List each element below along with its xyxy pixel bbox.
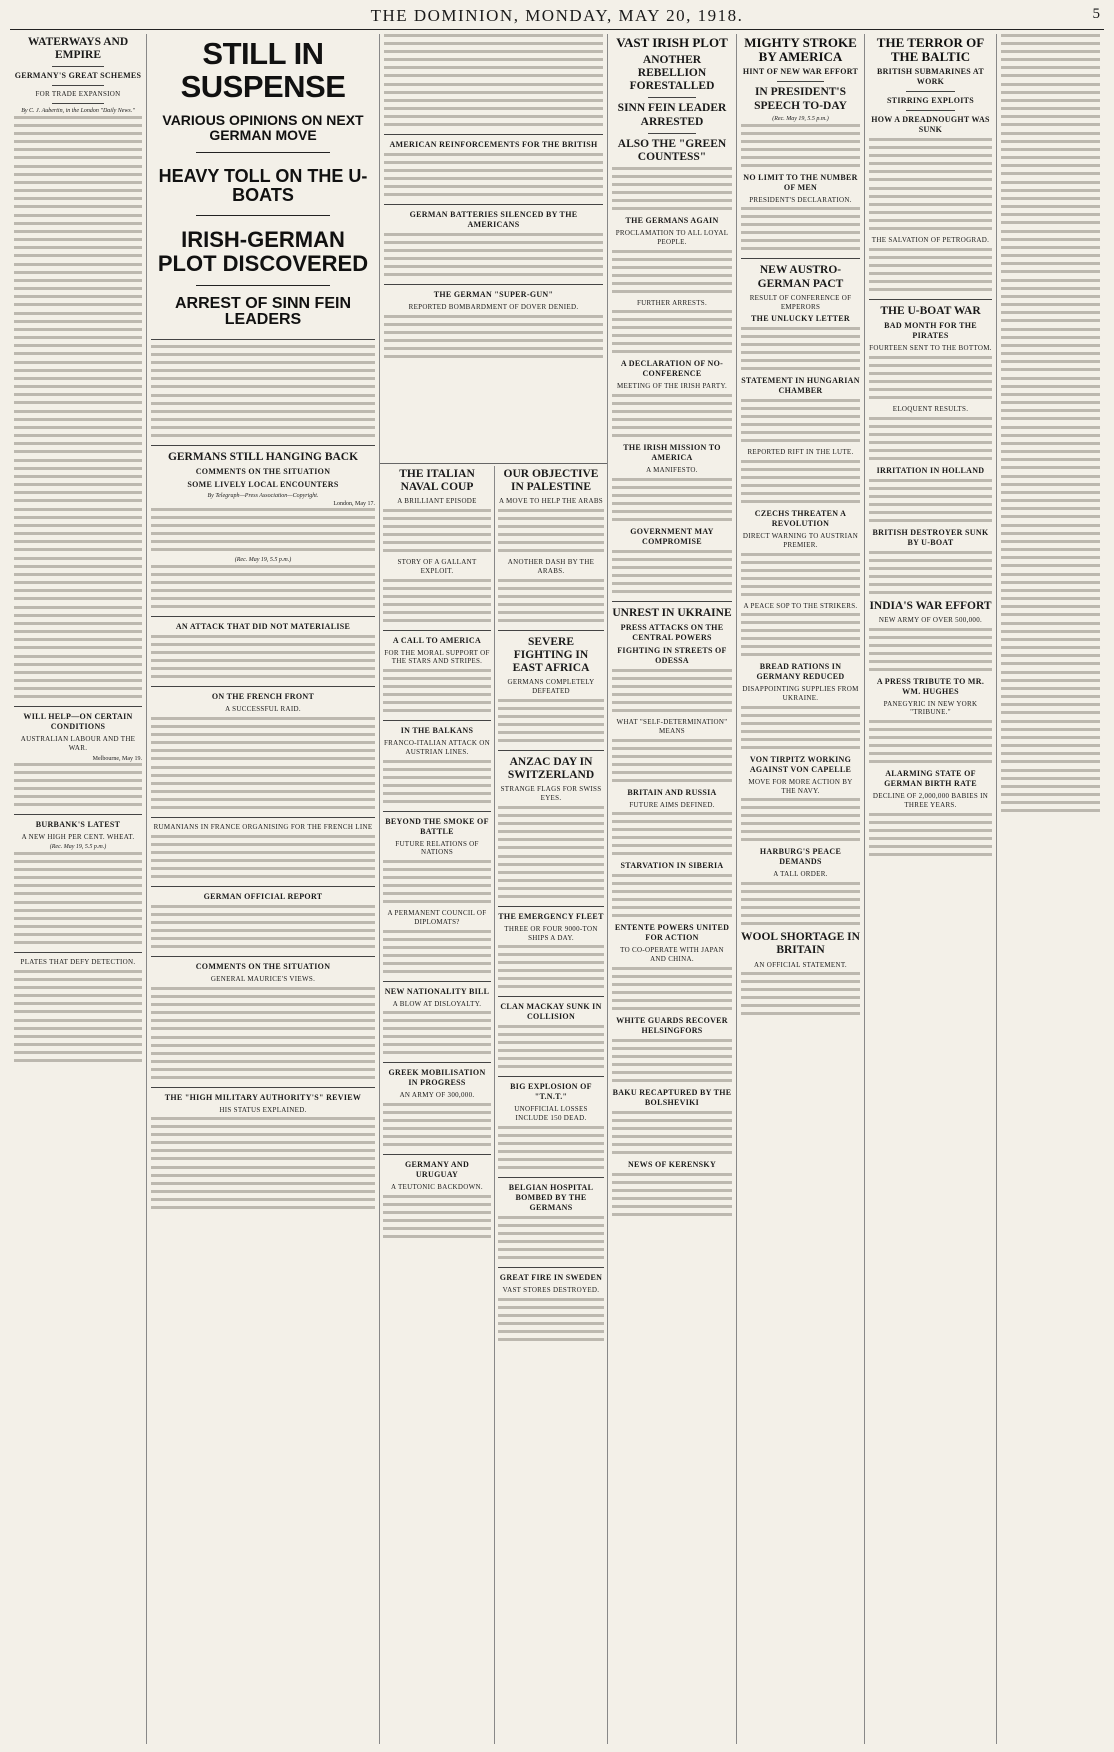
headline-mighty-stroke: MIGHTY STROKE BY AMERICA	[744, 35, 857, 64]
headline-east-africa: SEVERE FIGHTING IN EAST AFRICA	[512, 635, 590, 675]
headline-harburg: HARBURG'S PEACE DEMANDS	[759, 847, 842, 867]
headline-military-authority: THE "HIGH MILITARY AUTHORITY'S" REVIEW	[164, 1092, 362, 1102]
article-body	[151, 1117, 375, 1163]
headline-waterways: WATERWAYS AND EMPIRE	[27, 36, 129, 62]
subhead-conference: RESULT OF CONFERENCE OF EMPERORS	[749, 293, 852, 311]
subhead-official: AN OFFICIAL STATEMENT.	[754, 960, 847, 969]
article-body	[869, 248, 992, 294]
headline-uruguay: GERMANY AND URUGUAY	[404, 1160, 470, 1180]
subhead-supplies: DISAPPOINTING SUPPLIES FROM UKRAINE.	[742, 685, 859, 703]
article-body	[1001, 622, 1100, 668]
article-body	[612, 550, 732, 596]
subhead-self-determination: WHAT "SELF-DETERMINATION" MEANS	[616, 718, 728, 735]
column-5	[736, 34, 864, 1744]
headline-wool: WOOL SHORTAGE IN BRITAIN	[741, 931, 860, 957]
subhead-arabs: A MOVE TO HELP THE ARABS	[499, 497, 603, 506]
headline-compromise: GOVERNMENT MAY COMPROMISE	[630, 526, 714, 546]
subhead-dreadnought: HOW A DREADNOUGHT WAS SUNK	[871, 115, 990, 135]
article-body	[383, 1103, 491, 1149]
masthead	[10, 4, 1104, 30]
article-body	[498, 1298, 604, 1344]
subhead-comments: COMMENTS ON THE SITUATION	[195, 467, 331, 477]
dateline: Melbourne, May 19.	[92, 755, 142, 762]
column-3	[379, 34, 607, 1744]
article-body	[151, 394, 375, 440]
article-body	[1001, 34, 1100, 80]
article-body	[498, 699, 604, 745]
headline-will-help: WILL HELP—ON CERTAIN CONDITIONS	[23, 712, 133, 732]
byline: By C. J. Aubertin, in the London "Daily News."	[21, 108, 135, 115]
headline-destroyer-sunk: BRITISH DESTROYER SUNK BY U-BOAT	[872, 527, 989, 547]
article-body	[869, 417, 992, 463]
headline-burbank: BURBANK'S LATEST	[35, 819, 121, 829]
headline-siberia: STARVATION IN SIBERIA	[620, 861, 724, 871]
article-body	[151, 565, 375, 611]
article-body	[612, 812, 732, 858]
article-body	[151, 635, 375, 681]
article-body	[869, 551, 992, 597]
dateline: (Rec. May 19, 5.5 p.m.)	[234, 557, 292, 564]
column-1	[10, 34, 146, 1744]
credit-line: By Telegraph—Press Association—Copyright.	[207, 493, 319, 500]
article-body	[612, 167, 732, 213]
subhead-brilliant: A BRILLIANT EPISODE	[397, 497, 477, 506]
subhead-germany-schemes: GERMANY'S GREAT SCHEMES	[14, 71, 142, 81]
headline-india: INDIA'S WAR EFFORT	[869, 599, 992, 612]
page-number: 5	[1092, 6, 1100, 22]
article-body	[14, 970, 142, 1016]
headline-american-reinforcements: AMERICAN REINFORCEMENTS FOR THE BRITISH	[389, 140, 598, 149]
banner-heavy-toll: HEAVY TOLL ON THE U-BOATS	[158, 166, 368, 206]
article-body	[741, 798, 860, 844]
headline-baku: BAKU RECAPTURED BY THE BOLSHEVIKI	[612, 1087, 732, 1107]
article-body	[151, 717, 375, 763]
subhead-future-relations: FUTURE RELATIONS OF NATIONS	[395, 839, 479, 857]
article-body	[151, 508, 375, 554]
headline-u-boat-war: THE U-BOAT WAR	[880, 305, 981, 318]
headline-smoke-battle: BEYOND THE SMOKE OF BATTLE	[385, 816, 489, 836]
subhead-declaration: PRESIDENT'S DECLARATION.	[749, 195, 852, 204]
subhead-wheat: A NEW HIGH PER CENT. WHEAT.	[21, 832, 135, 841]
article-body	[14, 557, 142, 603]
article-body	[14, 410, 142, 456]
subhead-peace-sop: A PEACE SOP TO THE STRIKERS.	[743, 601, 858, 610]
article-body	[498, 855, 604, 901]
subhead-dover: REPORTED BOMBARDMENT OF DOVER DENIED.	[408, 303, 579, 311]
headline-czechs: CZECHS THREATEN A REVOLUTION	[754, 509, 847, 529]
banner-various-opinions: VARIOUS OPINIONS ON NEXT GERMAN MOVE	[162, 112, 364, 143]
article-body	[14, 263, 142, 309]
article-body	[1001, 573, 1100, 619]
article-body	[612, 1173, 732, 1219]
article-body	[498, 1025, 604, 1071]
dateline: (Rec. May 19, 5.5 p.m.)	[49, 844, 107, 851]
subhead-council: A PERMANENT COUNCIL OF DIPLOMATS?	[387, 909, 487, 926]
subhead-eloquent: ELOQUENT RESULTS.	[892, 405, 969, 413]
article-body	[14, 606, 142, 652]
article-body	[384, 34, 603, 80]
subhead-aims: FUTURE AIMS DEFINED.	[629, 800, 715, 809]
article-body	[741, 706, 860, 752]
subhead-further-arrests: FURTHER ARRESTS.	[636, 298, 708, 307]
headline-rumanians: RUMANIANS IN FRANCE ORGANISING FOR THE FRENCH LINE	[153, 823, 373, 832]
headline-palestine: OUR OBJECTIVE IN PALESTINE	[503, 468, 599, 494]
subhead-gallant: STORY OF A GALLANT EXPLOIT.	[397, 558, 477, 575]
banner-still-in-suspense: STILL IN SUSPENSE	[180, 36, 346, 104]
subhead-odessa: FIGHTING IN STREETS OF ODESSA	[617, 646, 727, 666]
article-body	[14, 214, 142, 260]
article-body	[1001, 279, 1100, 325]
article-body	[14, 763, 142, 809]
article-body	[869, 628, 992, 674]
article-body	[1001, 475, 1100, 521]
article-body	[869, 720, 992, 766]
article-body	[383, 1195, 491, 1241]
subhead-irish-party: MEETING OF THE IRISH PARTY.	[616, 382, 728, 391]
article-body	[741, 553, 860, 599]
subhead-panegyric: PANEGYRIC IN NEW YORK "TRIBUNE."	[883, 699, 978, 717]
article-body	[14, 312, 142, 358]
article-body	[612, 394, 732, 440]
article-body	[383, 860, 491, 906]
article-body	[14, 655, 142, 701]
article-body	[1001, 83, 1100, 129]
headline-irish-mission: THE IRISH MISSION TO AMERICA	[623, 443, 721, 463]
headline-hungarian: STATEMENT IN HUNGARIAN CHAMBER	[741, 376, 860, 396]
subhead-successful-raid: A SUCCESSFUL RAID.	[225, 705, 301, 714]
subhead-ships: THREE OR FOUR 9000-TON SHIPS A DAY.	[504, 924, 598, 942]
article-body	[612, 669, 732, 715]
subcolumn-right	[494, 466, 607, 1744]
headline-super-gun: THE GERMAN "SUPER-GUN"	[433, 290, 554, 299]
subhead-decline: DECLINE OF 2,000,000 BABIES IN THREE YEARS.	[872, 792, 989, 809]
headline-austro-german: NEW AUSTRO-GERMAN PACT	[757, 264, 844, 290]
subhead-backdown: A TEUTONIC BACKDOWN.	[391, 1183, 483, 1192]
article-body	[1001, 230, 1100, 276]
article-body	[1001, 720, 1100, 766]
article-body	[151, 835, 375, 881]
article-body	[498, 509, 604, 555]
subhead-status: HIS STATUS EXPLAINED.	[219, 1105, 307, 1114]
subhead-president-speech: IN PRESIDENT'S SPEECH TO-DAY	[754, 86, 847, 112]
subhead-tall-order: A TALL ORDER.	[773, 870, 828, 879]
article-body	[612, 478, 732, 524]
headline-terror-baltic: THE TERROR OF THE BALTIC	[876, 35, 985, 64]
article-body	[1001, 377, 1100, 423]
headline-germans-hanging-back: GERMANS STILL HANGING BACK	[167, 451, 359, 464]
subhead-leader-arrested: SINN FEIN LEADER ARRESTED	[617, 102, 727, 128]
article-body	[741, 460, 860, 506]
article-body	[384, 315, 603, 361]
article-body	[1001, 524, 1100, 570]
article-body	[151, 345, 375, 391]
subcolumn-left	[380, 466, 494, 1744]
article-body	[1001, 181, 1100, 227]
article-body	[151, 766, 375, 812]
headline-greek-mobilisation: GREEK MOBILISATION IN PROGRESS	[388, 1068, 486, 1088]
subhead-rebellion: ANOTHER REBELLION FORESTALLED	[629, 53, 715, 93]
headline-german-report: GERMAN OFFICIAL REPORT	[203, 891, 323, 901]
headline-fire-sweden: GREAT FIRE IN SWEDEN	[499, 1272, 603, 1282]
headline-comments-situation: COMMENTS ON THE SITUATION	[195, 961, 331, 971]
article-body	[1001, 671, 1100, 717]
headline-helsingfors: WHITE GUARDS RECOVER HELSINGFORS	[616, 1015, 728, 1035]
article-body	[869, 138, 992, 184]
article-body	[869, 479, 992, 525]
headline-tnt: BIG EXPLOSION OF "T.N.T."	[510, 1082, 592, 1102]
newspaper-title: THE DOMINION, MONDAY, MAY 20, 1918.	[370, 6, 744, 25]
article-body	[869, 813, 992, 859]
subhead-losses: UNOFFICIAL LOSSES INCLUDE 150 DEAD.	[514, 1105, 588, 1123]
subhead-press-attacks: PRESS ATTACKS ON THE CENTRAL POWERS	[620, 623, 724, 643]
headline-britain-russia: BRITAIN AND RUSSIA	[627, 787, 717, 797]
subhead-manifesto: A MANIFESTO.	[646, 466, 698, 475]
article-body	[14, 901, 142, 947]
headline-plates: PLATES THAT DEFY DETECTION.	[20, 958, 136, 967]
article-body	[612, 310, 732, 356]
article-body	[14, 361, 142, 407]
article-body	[612, 967, 732, 1013]
article-body	[383, 669, 491, 715]
headline-bread: BREAD RATIONS IN GERMANY REDUCED	[756, 662, 845, 682]
subhead-defeated: GERMANS COMPLETELY DEFEATED	[507, 678, 595, 696]
headline-no-limit: NO LIMIT TO THE NUMBER OF MEN	[743, 172, 858, 192]
article-body	[498, 945, 604, 991]
headline-french-front: ON THE FRENCH FRONT	[211, 692, 315, 702]
article-body	[612, 874, 732, 920]
article-body	[14, 165, 142, 211]
headline-anzac-day: ANZAC DAY IN SWITZERLAND	[507, 755, 595, 782]
headline-hughes: A PRESS TRIBUTE TO MR. WM. HUGHES	[876, 676, 985, 696]
headline-attack-not-materialise: AN ATTACK THAT DID NOT MATERIALISE	[175, 622, 351, 632]
headline-nationality-bill: NEW NATIONALITY BILL	[384, 986, 490, 996]
subhead-australian-labour: AUSTRALIAN LABOUR AND THE WAR.	[20, 735, 136, 752]
article-body	[14, 1019, 142, 1065]
article-body	[384, 83, 603, 129]
article-body	[741, 972, 860, 1018]
article-body	[151, 1036, 375, 1082]
subhead-swiss-flags: STRANGE FLAGS FOR SWISS EYES.	[500, 785, 602, 803]
article-body	[741, 882, 860, 928]
article-body	[498, 1216, 604, 1262]
article-body	[151, 905, 375, 951]
article-body	[14, 116, 142, 162]
headline-birth-rate: ALARMING STATE OF GERMAN BIRTH RATE	[884, 769, 977, 789]
subhead-local-encounters: SOME LIVELY LOCAL ENCOUNTERS	[187, 480, 339, 490]
article-body	[741, 613, 860, 659]
article-body	[384, 153, 603, 199]
article-body	[383, 579, 491, 625]
article-body	[741, 124, 860, 170]
article-body	[1001, 328, 1100, 374]
subhead-stores: VAST STORES DESTROYED.	[502, 1285, 600, 1294]
article-body	[383, 930, 491, 976]
subhead-hint: HINT OF NEW WAR EFFORT	[742, 67, 859, 77]
subhead-disloyalty: A BLOW AT DISLOYALTY.	[392, 999, 482, 1008]
subhead-moral-support: FOR THE MORAL SUPPORT OF THE STARS AND STRIPES.	[384, 648, 490, 666]
subhead-another-dash: ANOTHER DASH BY THE ARABS.	[507, 558, 595, 575]
article-body	[612, 739, 732, 785]
article-body	[383, 1011, 491, 1057]
article-body	[14, 459, 142, 505]
article-body	[612, 1039, 732, 1085]
headline-call-america: A CALL TO AMERICA	[392, 635, 482, 645]
article-body	[741, 327, 860, 373]
subhead-submarines: BRITISH SUBMARINES AT WORK	[876, 67, 985, 87]
dateline: London, May 17.	[333, 501, 375, 508]
headline-kerensky: NEWS OF KERENSKY	[627, 1159, 717, 1169]
column-2	[146, 34, 379, 1744]
subhead-rift: REPORTED RIFT IN THE LUTE.	[747, 448, 854, 457]
article-body	[741, 207, 860, 253]
subhead-green-countess: ALSO THE "GREEN COUNTESS"	[617, 137, 727, 163]
article-body	[612, 250, 732, 296]
headline-italian-naval: THE ITALIAN NAVAL COUP	[399, 468, 475, 494]
headline-germans-again: THE GERMANS AGAIN	[625, 216, 719, 226]
headline-declaration: A DECLARATION OF NO-CONFERENCE	[620, 359, 724, 379]
headline-batteries-silenced: GERMAN BATTERIES SILENCED BY THE AMERICANS	[409, 210, 578, 229]
subhead-japan-china: TO CO-OPERATE WITH JAPAN AND CHINA.	[620, 946, 724, 964]
article-body	[14, 508, 142, 554]
subhead-navy: MOVE FOR MORE ACTION BY THE NAVY.	[748, 777, 853, 795]
article-body	[498, 1126, 604, 1172]
headline-ukraine: UNREST IN UKRAINE	[612, 606, 732, 619]
subhead-new-army: NEW ARMY OF OVER 500,000.	[878, 615, 983, 624]
headline-holland: IRRITATION IN HOLLAND	[876, 465, 985, 475]
subhead-maurice: GENERAL MAURICE'S VIEWS.	[210, 974, 316, 983]
dateline: (Rec. May 19, 5.5 p.m.)	[772, 115, 829, 122]
article-body	[612, 1111, 732, 1157]
article-body	[498, 579, 604, 625]
article-body	[869, 187, 992, 233]
banner-irish-german-plot: IRISH-GERMAN PLOT DISCOVERED	[157, 227, 369, 277]
article-body	[1001, 426, 1100, 472]
headline-tirpitz: VON TIRPITZ WORKING AGAINST VON CAPELLE	[749, 754, 852, 774]
article-body	[741, 399, 860, 445]
article-body	[384, 233, 603, 279]
column-6	[864, 34, 996, 1744]
subhead-army: AN ARMY OF 300,000.	[399, 1091, 475, 1100]
column-4	[607, 34, 736, 1744]
article-body	[383, 760, 491, 806]
banner-arrest-sinn-fein: ARREST OF SINN FEIN LEADERS	[174, 294, 351, 329]
subhead-fourteen: FOURTEEN SENT TO THE BOTTOM.	[869, 344, 992, 353]
subhead-franco-italian: FRANCO-ITALIAN ATTACK ON AUSTRIAN LINES.	[383, 739, 491, 756]
headline-emergency-fleet: THE EMERGENCY FLEET	[498, 911, 604, 921]
article-body	[869, 356, 992, 402]
article-body	[151, 987, 375, 1033]
subhead-bad-month: BAD MONTH FOR THE PIRATES	[884, 321, 977, 341]
article-body	[383, 509, 491, 555]
headline-clan-mackay: CLAN MACKAY SUNK IN COLLISION	[500, 1002, 602, 1022]
subhead-stirring: STIRRING EXPLOITS	[886, 96, 975, 106]
top-block	[380, 34, 607, 464]
article-body	[151, 1166, 375, 1212]
headline-vast-irish-plot: VAST IRISH PLOT	[616, 35, 728, 50]
headline-entente: ENTENTE POWERS UNITED FOR ACTION	[614, 923, 730, 943]
subhead-trade-expansion: FOR TRADE EXPANSION	[35, 90, 121, 99]
subhead-petrograd: THE SALVATION OF PETROGRAD.	[871, 236, 990, 245]
article-body	[1001, 132, 1100, 178]
headline-belgian-hospital: BELGIAN HOSPITAL BOMBED BY THE GERMANS	[508, 1182, 594, 1212]
subhead-proclamation: PROCLAMATION TO ALL LOYAL PEOPLE.	[615, 229, 729, 246]
subhead-unlucky-letter: THE UNLUCKY LETTER	[751, 314, 850, 324]
headline-balkans: IN THE BALKANS	[400, 726, 474, 736]
article-body	[498, 806, 604, 852]
subhead-warning: DIRECT WARNING TO AUSTRIAN PREMIER.	[742, 532, 859, 549]
lower-block	[380, 466, 607, 1744]
article-body	[1001, 769, 1100, 815]
article-body	[14, 852, 142, 898]
column-7	[996, 34, 1104, 1744]
